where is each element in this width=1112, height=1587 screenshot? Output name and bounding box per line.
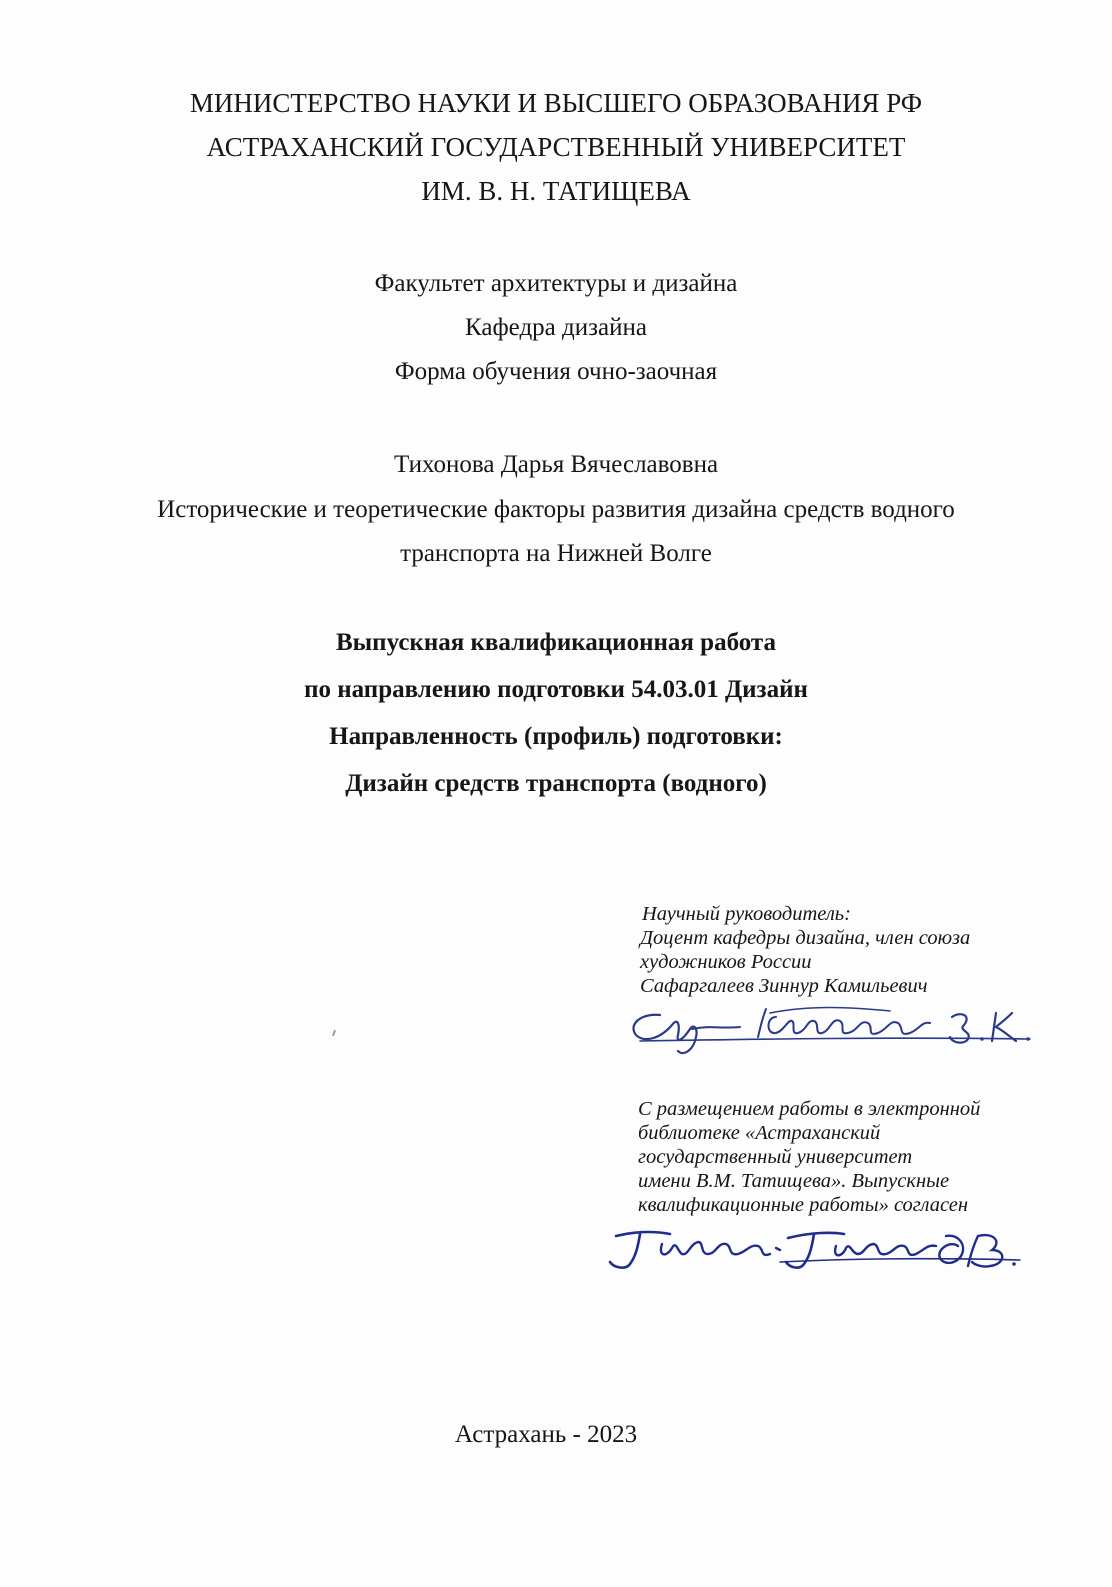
university-name-line: ИМ. В. Н. ТАТИЩЕВА [421, 176, 691, 206]
work-direction: по направлению подготовки 54.03.01 Дизайн [304, 676, 808, 703]
supervisor-position: Доцент кафедры дизайна, член союза [640, 927, 971, 949]
consent-line-5: квалификационные работы» согласен [638, 1194, 969, 1216]
supervisor-signature [620, 995, 1050, 1055]
university-title: АСТРАХАНСКИЙ ГОСУДАРСТВЕННЫЙ УНИВЕРСИТЕТ [206, 132, 906, 162]
topic-line-1: Исторические и теоретические факторы развития дизайна средств водного [157, 496, 955, 523]
supervisor-name: Сафаргалеев Зиннур Камильевич [640, 975, 928, 997]
author-name: Тихонова Дарья Вячеславовна [393, 451, 719, 478]
consent-line-4: имени В.М. Татищева». Выпускные [638, 1170, 950, 1192]
faculty-name: Факультет архитектуры и дизайна [374, 270, 738, 297]
department-name: Кафедра дизайна [465, 314, 647, 341]
student-signature-text: Тихонова Д.В. [600, 1218, 607, 1219]
supervisor-details [640, 926, 970, 998]
paper-speck [332, 1030, 336, 1036]
consent-line-3: государственный университет [638, 1146, 913, 1168]
ministry-title: МИНИСТЕРСТВО НАУКИ И ВЫСШЕГО ОБРАЗОВАНИЯ РФ [189, 88, 923, 118]
consent-line-1: С размещением работы в электронной [638, 1098, 981, 1120]
consent-line-2: библиотеке «Астраханский [638, 1122, 881, 1144]
supervisor-signature-text: Сафаргалеев З.К. [620, 995, 628, 996]
city-year: Астрахань - 2023 [454, 1421, 638, 1448]
student-signature [600, 1218, 1040, 1278]
topic-line-2: транспорта на Нижней Волге [400, 540, 712, 567]
supervisor-block [642, 902, 851, 926]
work-profile-value: Дизайн средств транспорта (водного) [345, 770, 767, 797]
supervisor-position-cont: художников России [640, 951, 812, 973]
supervisor-label: Научный руководитель: [642, 903, 851, 925]
work-type: Выпускная квалификационная работа [335, 629, 776, 656]
study-form: Форма обучения очно-заочная [394, 358, 718, 385]
consent-block [638, 1097, 980, 1217]
work-profile-label: Направленность (профиль) подготовки: [329, 723, 783, 750]
